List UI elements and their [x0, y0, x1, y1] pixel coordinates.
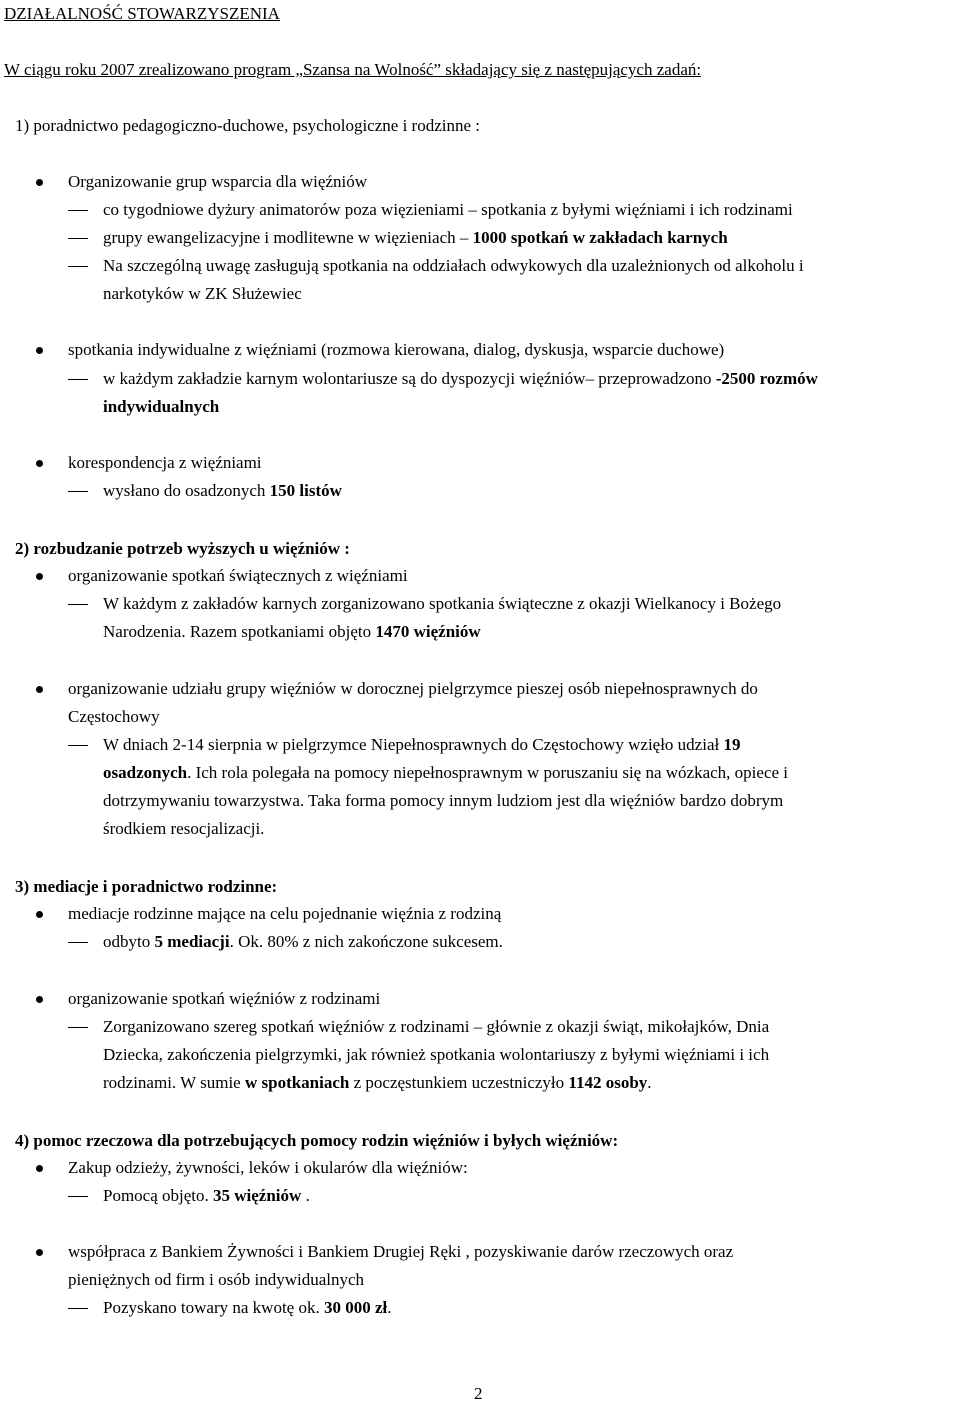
bullet-text: współpraca z Bankiem Żywności i Bankiem Drugiej Ręki , pozyskiwanie darów rzeczowych oraz: [68, 1242, 734, 1261]
bullet-icon: [36, 996, 43, 1003]
dash-icon: [68, 745, 88, 746]
item-line: [103, 594, 781, 614]
text-span: Zorganizowano szereg spotkań więźniów z rodzinami – głównie z okazji świąt, mikołajków, Dnia: [103, 1017, 770, 1036]
text-span: co tygodniowe dyżury animatorów poza więzieniami – spotkania z byłymi więźniami i ich rodzinami: [103, 200, 793, 219]
document-title: DZIAŁALNOŚĆ STOWARZYSZENIA: [4, 4, 280, 23]
dash-icon: [68, 238, 88, 239]
text-span: 1470 więźniów: [375, 622, 481, 641]
text-span: rodzinami. W sumie: [103, 1073, 245, 1092]
dash-icon: [68, 491, 88, 492]
text-span: .: [647, 1073, 652, 1092]
text-span: Pomocą objęto.: [103, 1186, 214, 1205]
item-line: [103, 481, 342, 501]
text-span: 35 więźniów: [213, 1186, 302, 1205]
dash-icon: [68, 1308, 88, 1309]
text-span: z poczęstunkiem uczestniczyło: [349, 1073, 569, 1092]
bullet-text: organizowanie spotkań świątecznych z więźniami: [68, 566, 408, 585]
bullet-text: Zakup odzieży, żywności, leków i okularów dla więźniów:: [68, 1158, 468, 1177]
dash-icon: [68, 210, 88, 211]
item-line: [103, 932, 503, 952]
item-line: [103, 1045, 769, 1065]
bullet-icon: [36, 179, 43, 186]
text-span: 19: [723, 735, 741, 754]
dash-icon: [68, 1027, 88, 1028]
text-span: 30 000 zł: [323, 1298, 388, 1317]
bullet-icon: [36, 911, 43, 918]
section-heading: 4) pomoc rzeczowa dla potrzebujących pomocy rodzin więźniów i byłych więźniów:: [15, 1131, 619, 1150]
bullet-icon: [36, 1165, 43, 1172]
text-span: . Ok. 80% z nich zakończone sukcesem.: [229, 932, 503, 951]
bullet-text: pieniężnych od firm i osób indywidualnych: [68, 1270, 365, 1289]
text-span: 1142 osoby: [568, 1073, 648, 1092]
text-span: Na szczególną uwagę zasługują spotkania na oddziałach odwykowych dla uzależnionych od alkoholu i: [103, 256, 804, 275]
text-span: W dniach 2-14 sierpnia w pielgrzymce Niepełnosprawnych do Częstochowy wzięło udział: [103, 735, 724, 754]
bullet-text: organizowanie udziału grupy więźniów w dorocznej pielgrzymce pieszej osób niepełnosprawnych do: [68, 679, 758, 698]
text-span: w spotkaniach: [244, 1073, 350, 1092]
bullet-text: organizowanie spotkań więźniów z rodzinami: [68, 989, 381, 1008]
bullet-text: mediacje rodzinne mające na celu pojednanie więźnia z rodziną: [68, 904, 502, 923]
text-span: . Ich rola polegała na pomocy niepełnosprawnym w poruszaniu się na wózkach, opiece i: [187, 763, 789, 782]
text-span: .: [387, 1298, 392, 1317]
item-line: [103, 791, 783, 811]
item-line: [103, 256, 804, 276]
text-span: wysłano do osadzonych: [103, 481, 270, 500]
bullet-text: Częstochowy: [68, 707, 160, 726]
text-span: Dziecka, zakończenia pielgrzymki, jak również spotkania wolontariuszy z byłymi więźniami i ich: [103, 1045, 770, 1064]
bullet-text: korespondencja z więźniami: [68, 453, 262, 472]
text-span: indywidualnych: [103, 397, 220, 416]
dash-icon: [68, 1196, 88, 1197]
text-span: osadzonych: [103, 763, 188, 782]
item-line: [103, 735, 740, 755]
text-span: odbyto: [103, 932, 155, 951]
text-span: narkotyków w ZK Służewiec: [103, 284, 302, 303]
text-span: w każdym zakładzie karnym wolontariusze są do dyspozycji więźniów– przeprowadzono: [103, 369, 716, 388]
item-line: [103, 369, 818, 389]
text-span: 5 mediacji: [154, 932, 230, 951]
item-line: [103, 397, 219, 417]
bullet-icon: [36, 460, 43, 467]
bullet-icon: [36, 686, 43, 693]
text-span: grupy ewangelizacyjne i modlitewne w więzieniach –: [103, 228, 473, 247]
item-line: [103, 1186, 310, 1206]
text-span: środkiem resocjalizacji.: [103, 819, 265, 838]
bullet-text: Organizowanie grup wsparcia dla więźniów: [68, 172, 367, 191]
dash-icon: [68, 942, 88, 943]
item-line: [103, 819, 264, 839]
item-line: [103, 284, 302, 304]
text-span: .: [301, 1186, 310, 1205]
text-span: 150 listów: [269, 481, 342, 500]
item-line: [103, 1017, 769, 1037]
bullet-icon: [36, 573, 43, 580]
text-span: W każdym z zakładów karnych zorganizowano spotkania świąteczne z okazji Wielkanocy i Bożego: [103, 594, 782, 613]
section-heading: 1) poradnictwo pedagogiczno-duchowe, psychologiczne i rodzinne :: [15, 116, 480, 135]
dash-icon: [68, 604, 88, 605]
section-heading: 2) rozbudzanie potrzeb wyższych u więźniów :: [15, 539, 350, 558]
text-span: 1000 spotkań w zakładach karnych: [472, 228, 728, 247]
dash-icon: [68, 379, 88, 380]
section-heading: 3) mediacje i poradnictwo rodzinne:: [15, 877, 278, 896]
intro-line: W ciągu roku 2007 zrealizowano program „Szansa na Wolność” składający się z następujących zadań:: [4, 60, 702, 79]
text-span: -2500 rozmów: [715, 369, 818, 388]
dash-icon: [68, 266, 88, 267]
item-line: [103, 763, 788, 783]
bullet-icon: [36, 1249, 43, 1256]
item-line: [103, 200, 793, 220]
item-line: [103, 228, 728, 248]
page-number: 2: [474, 1384, 483, 1403]
bullet-text: spotkania indywidualne z więźniami (rozmowa kierowana, dialog, dyskusja, wsparcie duchowe): [68, 340, 725, 359]
item-line: [103, 1073, 652, 1093]
text-span: dotrzymywaniu towarzystwa. Taka forma pomocy innym ludziom jest dla więźniów bardzo dobrym: [103, 791, 784, 810]
text-span: Pozyskano towary na kwotę ok.: [103, 1298, 324, 1317]
item-line: [103, 622, 481, 642]
bullet-icon: [36, 347, 43, 354]
text-span: Narodzenia. Razem spotkaniami objęto: [103, 622, 376, 641]
item-line: [103, 1298, 392, 1318]
